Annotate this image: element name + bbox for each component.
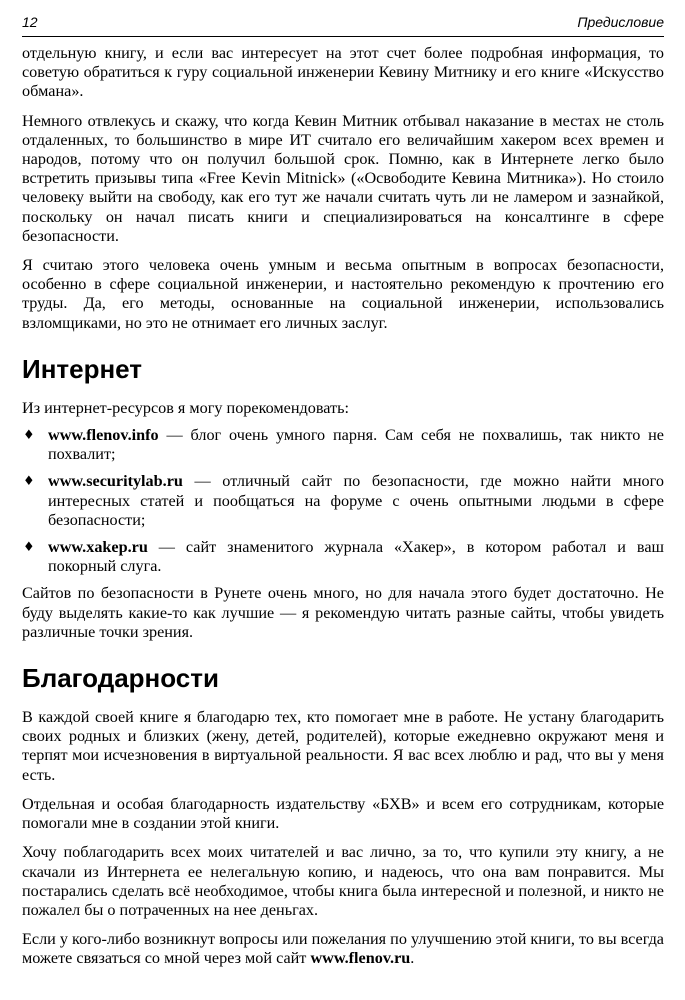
item-description: — блог очень умного парня. Сам себя не похвалишь, так никто не похвалит; bbox=[48, 426, 664, 464]
site-link: www.flenov.ru bbox=[310, 949, 411, 968]
site-link: www.securitylab.ru bbox=[48, 472, 183, 491]
heading-thanks: Благодарности bbox=[22, 663, 219, 694]
diamond-bullet-icon: ♦ bbox=[23, 428, 35, 444]
resource-list bbox=[22, 426, 664, 576]
intro-paragraph-3: Я считаю этого человека очень умным и весьма опытным в вопросах безопасности, особенно в сфере социальной инженерии, и настоятельно рекомендую к прочтению его труды. Да, его методы, основанные на социальной инженерии, использовались взломщиками, но это не отнимает его личных заслуг. bbox=[22, 256, 664, 332]
running-header bbox=[22, 8, 664, 37]
thanks-paragraph-4 bbox=[22, 930, 664, 968]
item-description: — отличный сайт по безопасности, где можно найти много интересных статей и пообщаться на форуме с очень опытными людьми в сфере безопасности; bbox=[48, 472, 664, 529]
page-body bbox=[22, 44, 664, 979]
intro-paragraph-2: Немного отвлекусь и скажу, что когда Кевин Митник отбывал наказание в местах не столь отдаленных, то большинство в мире ИТ считало его величайшим хакером всех времен и народов, потому что он получил большой срок. Помню, как в Интернете легко было встретить призывы типа «Free Kevin Mitnick» («Освободите Кевина Митника»). Но стоило человеку выйти на свободу, как его тут же начали считать чуть ли не ламером и зазнайкой, поскольку он начал писать книги и специализироваться на консалтинге в сфере безопасности. bbox=[22, 111, 664, 245]
list-item bbox=[22, 426, 664, 464]
list-item bbox=[22, 472, 664, 530]
thanks-paragraph-3: Хочу поблагодарить всех моих читателей и вас лично, за то, что купили эту книгу, а не скачали из Интернета ее нелегальную копию, и надеюсь, что она вам понравится. Мы постарались сделать всё необходимое, чтобы книга была интересной и полезной, и никто не пожалел бы о потраченных на нее деньгах. bbox=[22, 843, 664, 919]
intro-paragraph-1: отдельную книгу, и если вас интересует на этот счет более подробная информация, то советую обратиться к гуру социальной инженерии Кевину Митнику и его книге «Искусство обмана». bbox=[22, 44, 664, 101]
internet-lead: Из интернет-ресурсов я могу порекомендовать: bbox=[22, 398, 349, 417]
site-link: www.flenov.info bbox=[48, 426, 159, 445]
site-link: www.xakep.ru bbox=[48, 538, 148, 557]
thanks-p4-end: . bbox=[410, 949, 415, 968]
item-description: — сайт знаменитого журнала «Хакер», в котором работал и ваш покорный слуга. bbox=[48, 538, 664, 576]
thanks-paragraph-1: В каждой своей книге я благодарю тех, кто помогает мне в работе. Не устану благодарить своих родных и близких (жену, детей, родителей), которые ежедневно окружают меня и терпят мои исчезновения в виртуальной реальности. Я вас всех люблю и рад, что вы у меня есть. bbox=[22, 708, 664, 784]
section-title: Предисловие bbox=[577, 14, 664, 30]
diamond-bullet-icon: ♦ bbox=[23, 474, 35, 490]
diamond-bullet-icon: ♦ bbox=[23, 540, 35, 556]
internet-closing: Сайтов по безопасности в Рунете очень много, но для начала этого будет достаточно. Не буду выделять какие-то как лучшие — я рекомендую читать разные сайты, чтобы увидеть различные точки зрения. bbox=[22, 584, 664, 641]
list-item bbox=[22, 538, 664, 576]
thanks-p4-text: Если у кого-либо возникнут вопросы или пожелания по улучшению этой книги, то вы всегда можете связаться со мной через мой сайт bbox=[22, 930, 664, 968]
heading-internet: Интернет bbox=[22, 353, 143, 384]
thanks-paragraph-2: Отдельная и особая благодарность издательству «БХВ» и всем его сотрудникам, которые помогали мне в создании этой книги. bbox=[22, 794, 664, 833]
page-number: 12 bbox=[22, 14, 38, 30]
